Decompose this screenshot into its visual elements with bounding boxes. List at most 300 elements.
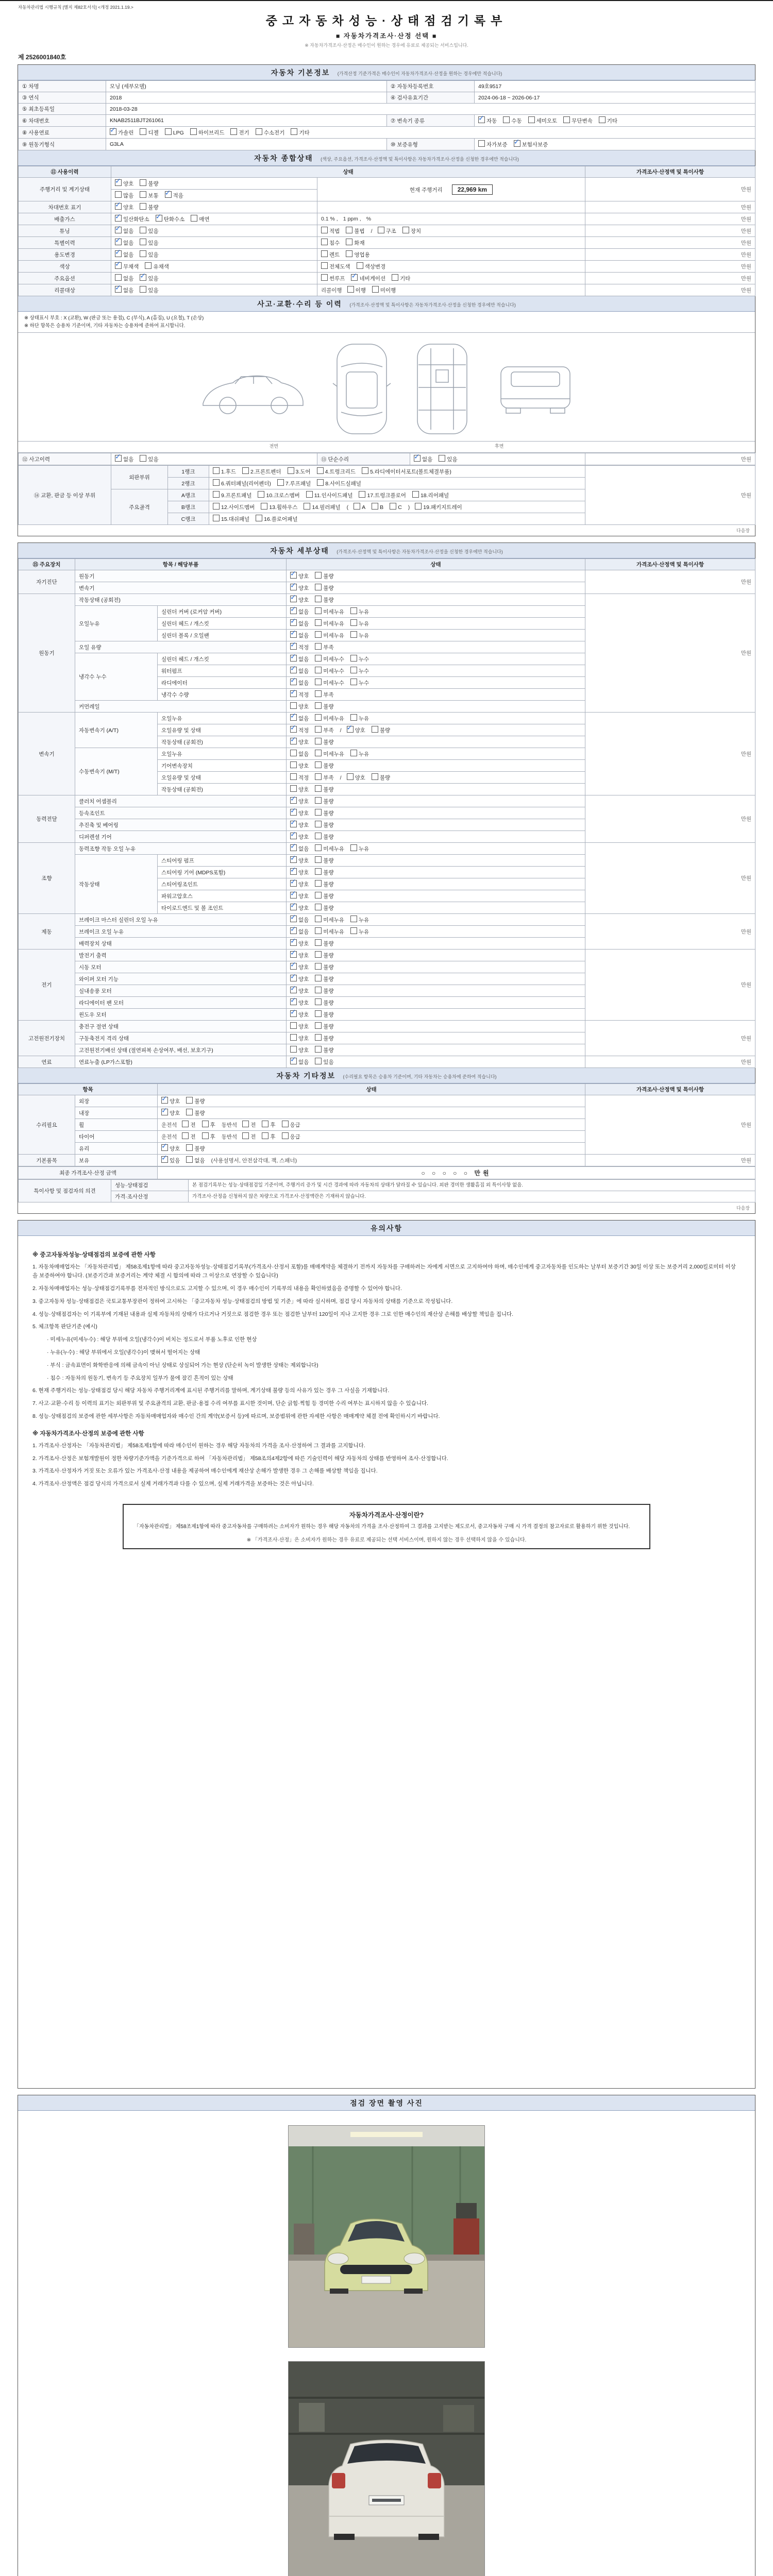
- empty-checkbox[interactable]: [315, 797, 322, 804]
- checkbox-option[interactable]: [321, 262, 350, 270]
- checkbox-option[interactable]: [115, 286, 133, 294]
- checkbox-option[interactable]: [290, 975, 309, 983]
- checkbox-option[interactable]: [321, 250, 340, 259]
- checkbox-option[interactable]: [350, 667, 369, 675]
- checkbox-option[interactable]: [528, 116, 558, 125]
- checkbox-option[interactable]: [282, 1132, 300, 1141]
- empty-checkbox[interactable]: [315, 607, 322, 614]
- checked-checkbox[interactable]: [290, 998, 297, 1005]
- empty-checkbox[interactable]: [372, 726, 378, 733]
- checkbox-option[interactable]: [315, 643, 333, 651]
- checkbox-option[interactable]: [372, 726, 390, 734]
- empty-checkbox[interactable]: [315, 963, 322, 970]
- empty-checkbox[interactable]: [350, 844, 357, 851]
- checkbox-option[interactable]: [290, 679, 309, 687]
- checked-checkbox[interactable]: [290, 690, 297, 697]
- empty-checkbox[interactable]: [350, 916, 357, 922]
- empty-checkbox[interactable]: [306, 491, 313, 498]
- checkbox-option[interactable]: [115, 239, 133, 247]
- empty-checkbox[interactable]: [390, 503, 396, 510]
- checkbox-option[interactable]: [290, 833, 309, 841]
- empty-checkbox[interactable]: [350, 750, 357, 756]
- empty-checkbox[interactable]: [321, 227, 328, 233]
- checkbox-option[interactable]: [346, 227, 364, 235]
- checkbox-option[interactable]: [290, 998, 309, 1007]
- checked-checkbox[interactable]: [140, 274, 146, 281]
- checkbox-option[interactable]: [350, 750, 369, 758]
- empty-checkbox[interactable]: [191, 215, 197, 222]
- checkbox-option[interactable]: [315, 1046, 333, 1054]
- checkbox-option[interactable]: [282, 1121, 300, 1129]
- empty-checkbox[interactable]: [288, 467, 294, 474]
- empty-checkbox[interactable]: [372, 503, 378, 510]
- checkbox-option[interactable]: [290, 1058, 309, 1066]
- checkbox-option[interactable]: [140, 191, 158, 199]
- checked-checkbox[interactable]: [110, 128, 116, 135]
- checkbox-option[interactable]: [359, 491, 406, 499]
- checkbox-option[interactable]: [514, 140, 548, 148]
- checkbox-option[interactable]: [115, 455, 133, 463]
- checkbox-option[interactable]: [290, 880, 309, 888]
- checkbox-option[interactable]: [140, 203, 158, 211]
- checkbox-option[interactable]: [230, 128, 249, 137]
- empty-checkbox[interactable]: [256, 515, 262, 521]
- empty-checkbox[interactable]: [362, 467, 368, 474]
- checkbox-option[interactable]: [213, 467, 236, 476]
- checkbox-option[interactable]: [315, 927, 344, 936]
- empty-checkbox[interactable]: [315, 584, 322, 590]
- empty-checkbox[interactable]: [140, 455, 146, 462]
- empty-checkbox[interactable]: [478, 140, 485, 147]
- checked-checkbox[interactable]: [290, 927, 297, 934]
- empty-checkbox[interactable]: [402, 227, 409, 233]
- checkbox-option[interactable]: [262, 1132, 275, 1141]
- checkbox-option[interactable]: [315, 690, 333, 699]
- checkbox-option[interactable]: [290, 856, 309, 865]
- checked-checkbox[interactable]: [290, 667, 297, 673]
- checked-checkbox[interactable]: [290, 987, 297, 993]
- empty-checkbox[interactable]: [315, 619, 322, 626]
- checkbox-option[interactable]: [315, 963, 333, 971]
- checkbox-option[interactable]: [351, 274, 385, 282]
- empty-checkbox[interactable]: [282, 1121, 289, 1127]
- checked-checkbox[interactable]: [115, 286, 122, 293]
- empty-checkbox[interactable]: [140, 250, 146, 257]
- checkbox-option[interactable]: [165, 191, 183, 199]
- empty-checkbox[interactable]: [315, 987, 322, 993]
- checked-checkbox[interactable]: [115, 250, 122, 257]
- checkbox-option[interactable]: [290, 584, 309, 592]
- empty-checkbox[interactable]: [315, 892, 322, 899]
- checkbox-option[interactable]: [315, 868, 333, 876]
- checkbox-option[interactable]: [288, 467, 311, 476]
- checkbox-option[interactable]: [315, 904, 333, 912]
- checkbox-option[interactable]: [315, 1022, 333, 1030]
- empty-checkbox[interactable]: [290, 702, 297, 709]
- checkbox-option[interactable]: [190, 128, 225, 137]
- empty-checkbox[interactable]: [140, 286, 146, 293]
- empty-checkbox[interactable]: [315, 702, 322, 709]
- checkbox-option[interactable]: [290, 773, 309, 782]
- checkbox-option[interactable]: [262, 1121, 275, 1129]
- checked-checkbox[interactable]: [290, 833, 297, 839]
- checked-checkbox[interactable]: [347, 726, 354, 733]
- checked-checkbox[interactable]: [290, 726, 297, 733]
- checked-checkbox[interactable]: [290, 892, 297, 899]
- checkbox-option[interactable]: [115, 191, 133, 199]
- checked-checkbox[interactable]: [290, 939, 297, 946]
- empty-checkbox[interactable]: [182, 1132, 189, 1139]
- empty-checkbox[interactable]: [290, 1022, 297, 1029]
- checkbox-option[interactable]: [258, 491, 299, 499]
- empty-checkbox[interactable]: [315, 667, 322, 673]
- checkbox-option[interactable]: [140, 286, 158, 294]
- checkbox-option[interactable]: [290, 797, 309, 805]
- empty-checkbox[interactable]: [359, 491, 365, 498]
- empty-checkbox[interactable]: [256, 128, 262, 135]
- checkbox-option[interactable]: [357, 262, 386, 270]
- empty-checkbox[interactable]: [315, 856, 322, 863]
- checkbox-option[interactable]: [412, 491, 449, 499]
- empty-checkbox[interactable]: [262, 1132, 268, 1139]
- checkbox-option[interactable]: [290, 655, 309, 663]
- checkbox-option[interactable]: [186, 1109, 205, 1117]
- empty-checkbox[interactable]: [350, 667, 357, 673]
- checked-checkbox[interactable]: [165, 191, 172, 198]
- checkbox-option[interactable]: [161, 1156, 180, 1164]
- empty-checkbox[interactable]: [315, 1010, 322, 1017]
- checkbox-option[interactable]: [315, 880, 333, 888]
- checkbox-option[interactable]: [315, 714, 344, 722]
- empty-checkbox[interactable]: [315, 1046, 322, 1053]
- checked-checkbox[interactable]: [290, 1010, 297, 1017]
- checkbox-option[interactable]: [315, 809, 333, 817]
- checkbox-option[interactable]: [317, 467, 356, 476]
- empty-checkbox[interactable]: [282, 1132, 289, 1139]
- checkbox-option[interactable]: [290, 821, 309, 829]
- checkbox-option[interactable]: [202, 1132, 215, 1141]
- checkbox-option[interactable]: [347, 286, 366, 294]
- checkbox-option[interactable]: [290, 951, 309, 959]
- checked-checkbox[interactable]: [115, 262, 122, 269]
- checkbox-option[interactable]: [140, 274, 158, 282]
- empty-checkbox[interactable]: [350, 631, 357, 638]
- checked-checkbox[interactable]: [115, 455, 122, 462]
- checked-checkbox[interactable]: [156, 215, 162, 222]
- checkbox-option[interactable]: [161, 1109, 180, 1117]
- checkbox-option[interactable]: [346, 250, 369, 259]
- checkbox-option[interactable]: [256, 128, 285, 137]
- checkbox-option[interactable]: [256, 515, 297, 523]
- checkbox-option[interactable]: [346, 239, 364, 247]
- checkbox-option[interactable]: [290, 1034, 309, 1042]
- empty-checkbox[interactable]: [315, 880, 322, 887]
- empty-checkbox[interactable]: [315, 1058, 322, 1064]
- checked-checkbox[interactable]: [115, 215, 122, 222]
- checkbox-option[interactable]: [315, 987, 333, 995]
- checkbox-option[interactable]: [191, 215, 209, 223]
- empty-checkbox[interactable]: [392, 274, 398, 281]
- checked-checkbox[interactable]: [414, 455, 421, 462]
- checkbox-option[interactable]: [290, 690, 309, 699]
- empty-checkbox[interactable]: [315, 679, 322, 685]
- checkbox-option[interactable]: [315, 631, 344, 639]
- checkbox-option[interactable]: [290, 738, 309, 746]
- empty-checkbox[interactable]: [372, 286, 379, 293]
- checkbox-option[interactable]: [290, 785, 309, 793]
- checked-checkbox[interactable]: [290, 975, 297, 981]
- checkbox-option[interactable]: [290, 963, 309, 971]
- empty-checkbox[interactable]: [242, 1121, 249, 1127]
- checkbox-option[interactable]: [315, 844, 344, 853]
- checkbox-option[interactable]: [315, 1058, 333, 1066]
- empty-checkbox[interactable]: [140, 227, 146, 233]
- checkbox-option[interactable]: [140, 227, 158, 235]
- empty-checkbox[interactable]: [202, 1132, 209, 1139]
- checkbox-option[interactable]: [315, 607, 344, 616]
- empty-checkbox[interactable]: [346, 227, 352, 233]
- checkbox-option[interactable]: [315, 584, 333, 592]
- checkbox-option[interactable]: [156, 215, 185, 223]
- checkbox-option[interactable]: [321, 227, 340, 235]
- checkbox-option[interactable]: [315, 916, 344, 924]
- checkbox-option[interactable]: [392, 274, 410, 282]
- checkbox-option[interactable]: [372, 286, 396, 294]
- empty-checkbox[interactable]: [315, 939, 322, 946]
- checkbox-option[interactable]: [290, 619, 309, 628]
- checkbox-option[interactable]: [350, 619, 369, 628]
- checkbox-option[interactable]: [290, 761, 309, 770]
- checkbox-option[interactable]: [378, 227, 396, 235]
- checkbox-option[interactable]: [350, 679, 369, 687]
- checked-checkbox[interactable]: [290, 643, 297, 650]
- empty-checkbox[interactable]: [140, 239, 146, 245]
- empty-checkbox[interactable]: [242, 1132, 249, 1139]
- checked-checkbox[interactable]: [161, 1144, 168, 1151]
- empty-checkbox[interactable]: [242, 467, 249, 474]
- checkbox-option[interactable]: [290, 904, 309, 912]
- checked-checkbox[interactable]: [290, 679, 297, 685]
- checkbox-option[interactable]: [290, 987, 309, 995]
- empty-checkbox[interactable]: [350, 714, 357, 721]
- checkbox-option[interactable]: [290, 714, 309, 722]
- empty-checkbox[interactable]: [315, 809, 322, 816]
- empty-checkbox[interactable]: [346, 239, 352, 245]
- checkbox-option[interactable]: [290, 631, 309, 639]
- checkbox-option[interactable]: [140, 128, 158, 137]
- empty-checkbox[interactable]: [186, 1156, 193, 1163]
- checkbox-option[interactable]: [402, 227, 421, 235]
- checkbox-option[interactable]: [321, 239, 340, 247]
- checkbox-option[interactable]: [315, 572, 333, 580]
- empty-checkbox[interactable]: [315, 690, 322, 697]
- empty-checkbox[interactable]: [378, 227, 384, 233]
- empty-checkbox[interactable]: [317, 479, 324, 486]
- checked-checkbox[interactable]: [115, 203, 122, 210]
- checkbox-option[interactable]: [290, 844, 309, 853]
- empty-checkbox[interactable]: [262, 1121, 268, 1127]
- checkbox-option[interactable]: [350, 916, 369, 924]
- checkbox-option[interactable]: [290, 702, 309, 710]
- checked-checkbox[interactable]: [161, 1097, 168, 1104]
- checkbox-option[interactable]: [315, 679, 344, 687]
- empty-checkbox[interactable]: [315, 655, 322, 662]
- checkbox-option[interactable]: [315, 655, 344, 663]
- checkbox-option[interactable]: [290, 726, 309, 734]
- empty-checkbox[interactable]: [290, 761, 297, 768]
- empty-checkbox[interactable]: [347, 773, 354, 780]
- checked-checkbox[interactable]: [290, 856, 297, 863]
- empty-checkbox[interactable]: [290, 1034, 297, 1041]
- empty-checkbox[interactable]: [186, 1097, 193, 1104]
- checkbox-option[interactable]: [478, 140, 508, 148]
- empty-checkbox[interactable]: [213, 491, 220, 498]
- empty-checkbox[interactable]: [317, 467, 324, 474]
- empty-checkbox[interactable]: [115, 274, 122, 281]
- checkbox-option[interactable]: [115, 215, 149, 223]
- checkbox-option[interactable]: [145, 262, 169, 270]
- checked-checkbox[interactable]: [290, 714, 297, 721]
- checkbox-option[interactable]: [315, 833, 333, 841]
- empty-checkbox[interactable]: [140, 203, 146, 210]
- checkbox-option[interactable]: [350, 631, 369, 639]
- checkbox-option[interactable]: [321, 274, 345, 282]
- checked-checkbox[interactable]: [115, 179, 122, 186]
- empty-checkbox[interactable]: [315, 714, 322, 721]
- empty-checkbox[interactable]: [315, 572, 322, 579]
- checkbox-option[interactable]: [291, 128, 309, 137]
- empty-checkbox[interactable]: [528, 116, 535, 123]
- empty-checkbox[interactable]: [315, 868, 322, 875]
- empty-checkbox[interactable]: [213, 467, 220, 474]
- empty-checkbox[interactable]: [354, 503, 360, 510]
- checkbox-option[interactable]: [161, 1144, 180, 1153]
- checkbox-option[interactable]: [478, 116, 497, 125]
- checked-checkbox[interactable]: [290, 619, 297, 626]
- empty-checkbox[interactable]: [290, 1046, 297, 1053]
- checkbox-option[interactable]: [315, 750, 344, 758]
- checkbox-option[interactable]: [165, 128, 184, 136]
- checkbox-option[interactable]: [415, 503, 462, 511]
- checkbox-option[interactable]: [315, 892, 333, 900]
- empty-checkbox[interactable]: [347, 286, 354, 293]
- checkbox-option[interactable]: [290, 643, 309, 651]
- empty-checkbox[interactable]: [321, 262, 328, 269]
- empty-checkbox[interactable]: [357, 262, 363, 269]
- empty-checkbox[interactable]: [315, 1034, 322, 1041]
- checkbox-option[interactable]: [304, 503, 340, 511]
- empty-checkbox[interactable]: [277, 479, 284, 486]
- checkbox-option[interactable]: [290, 916, 309, 924]
- checkbox-option[interactable]: [242, 467, 281, 476]
- checkbox-option[interactable]: [290, 750, 309, 758]
- empty-checkbox[interactable]: [315, 738, 322, 744]
- checkbox-option[interactable]: [115, 274, 133, 282]
- checkbox-option[interactable]: [290, 572, 309, 580]
- empty-checkbox[interactable]: [315, 1022, 322, 1029]
- empty-checkbox[interactable]: [186, 1144, 193, 1151]
- empty-checkbox[interactable]: [145, 262, 152, 269]
- empty-checkbox[interactable]: [315, 904, 322, 910]
- empty-checkbox[interactable]: [165, 128, 172, 135]
- checked-checkbox[interactable]: [115, 239, 122, 245]
- empty-checkbox[interactable]: [213, 515, 220, 521]
- checked-checkbox[interactable]: [290, 821, 297, 827]
- checkbox-option[interactable]: [290, 596, 309, 604]
- empty-checkbox[interactable]: [202, 1121, 209, 1127]
- checkbox-option[interactable]: [110, 128, 133, 137]
- empty-checkbox[interactable]: [315, 726, 322, 733]
- checked-checkbox[interactable]: [161, 1156, 168, 1163]
- checked-checkbox[interactable]: [290, 904, 297, 910]
- checkbox-option[interactable]: [315, 939, 333, 947]
- checkbox-option[interactable]: [140, 179, 158, 188]
- checkbox-option[interactable]: [277, 479, 311, 487]
- checkbox-option[interactable]: [115, 262, 139, 270]
- empty-checkbox[interactable]: [350, 619, 357, 626]
- empty-checkbox[interactable]: [315, 596, 322, 602]
- checkbox-option[interactable]: [290, 1046, 309, 1054]
- checkbox-option[interactable]: [290, 868, 309, 876]
- checked-checkbox[interactable]: [290, 655, 297, 662]
- checkbox-option[interactable]: [350, 655, 369, 663]
- empty-checkbox[interactable]: [350, 679, 357, 685]
- checkbox-option[interactable]: [350, 714, 369, 722]
- checked-checkbox[interactable]: [290, 844, 297, 851]
- checkbox-option[interactable]: [290, 1022, 309, 1030]
- empty-checkbox[interactable]: [503, 116, 510, 123]
- empty-checkbox[interactable]: [315, 844, 322, 851]
- empty-checkbox[interactable]: [415, 503, 422, 510]
- checked-checkbox[interactable]: [514, 140, 520, 147]
- empty-checkbox[interactable]: [350, 927, 357, 934]
- empty-checkbox[interactable]: [321, 250, 328, 257]
- checkbox-option[interactable]: [115, 203, 133, 211]
- checkbox-option[interactable]: [350, 844, 369, 853]
- empty-checkbox[interactable]: [321, 239, 328, 245]
- checkbox-option[interactable]: [315, 596, 333, 604]
- checkbox-option[interactable]: [290, 939, 309, 947]
- empty-checkbox[interactable]: [230, 128, 237, 135]
- checkbox-option[interactable]: [347, 773, 365, 782]
- empty-checkbox[interactable]: [140, 128, 146, 135]
- checked-checkbox[interactable]: [290, 797, 297, 804]
- checkbox-option[interactable]: [315, 856, 333, 865]
- empty-checkbox[interactable]: [439, 455, 445, 462]
- checked-checkbox[interactable]: [290, 809, 297, 816]
- empty-checkbox[interactable]: [315, 916, 322, 922]
- empty-checkbox[interactable]: [213, 503, 220, 510]
- checkbox-option[interactable]: [563, 116, 593, 125]
- empty-checkbox[interactable]: [599, 116, 606, 123]
- empty-checkbox[interactable]: [315, 761, 322, 768]
- checkbox-option[interactable]: [354, 503, 365, 511]
- checkbox-option[interactable]: [362, 467, 451, 476]
- empty-checkbox[interactable]: [186, 1109, 193, 1115]
- checkbox-option[interactable]: [261, 503, 297, 511]
- checkbox-option[interactable]: [315, 951, 333, 959]
- checked-checkbox[interactable]: [478, 116, 485, 123]
- empty-checkbox[interactable]: [315, 998, 322, 1005]
- empty-checkbox[interactable]: [290, 750, 297, 756]
- checked-checkbox[interactable]: [290, 916, 297, 922]
- checkbox-option[interactable]: [390, 503, 402, 511]
- empty-checkbox[interactable]: [315, 631, 322, 638]
- checkbox-option[interactable]: [115, 227, 133, 235]
- empty-checkbox[interactable]: [315, 975, 322, 981]
- checked-checkbox[interactable]: [290, 738, 297, 744]
- empty-checkbox[interactable]: [140, 179, 146, 186]
